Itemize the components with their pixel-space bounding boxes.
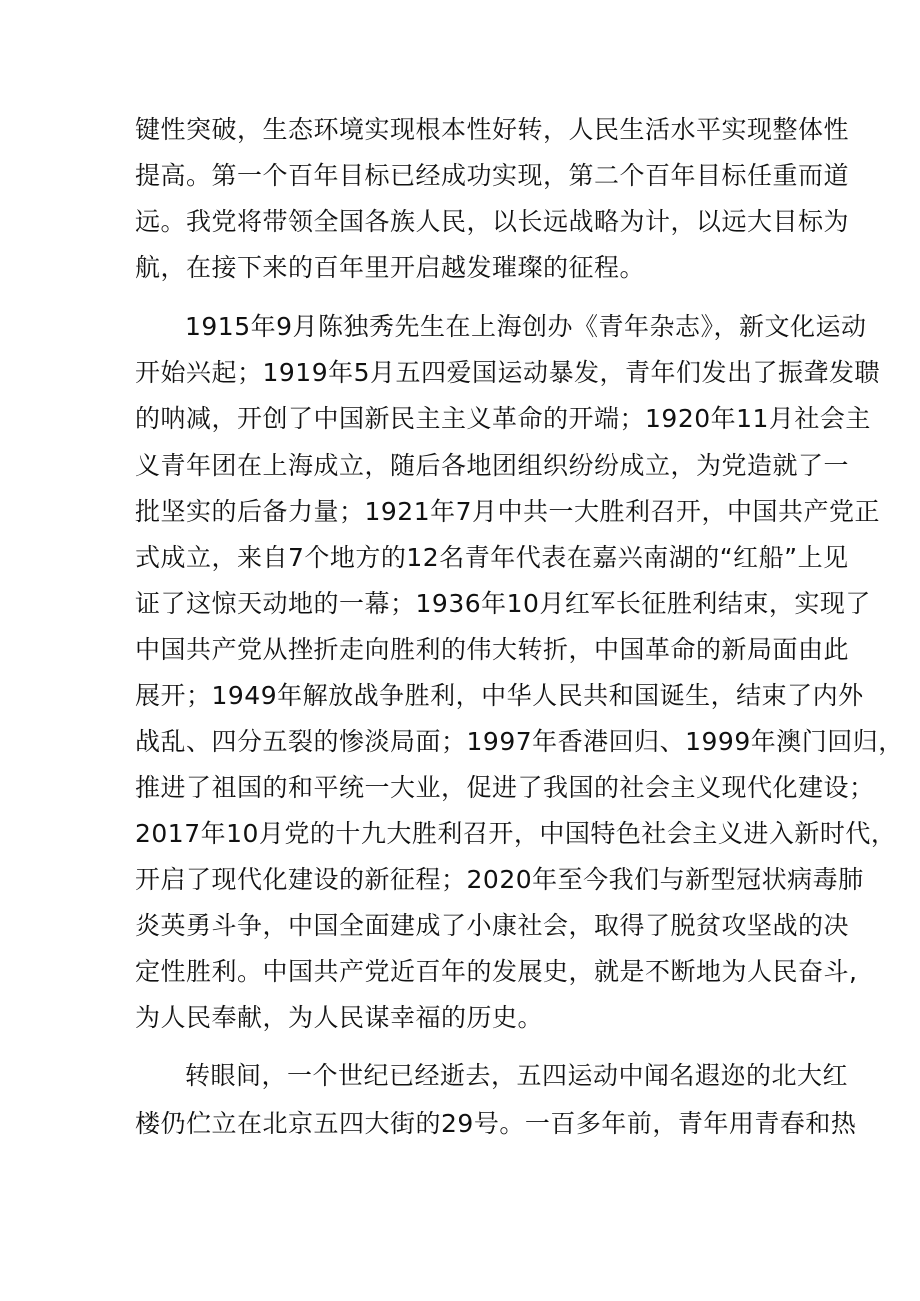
paragraph-1-line-3: 远。我党将带领全国各族人民，以长远战略为计，以远大目标为: [135, 207, 850, 236]
paragraph-1-line-1: 键性突破，生态环境实现根本性好转，人民生活水平实现整体性: [135, 115, 850, 144]
paragraph-3-line-2: 楼仍伫立在北京五四大街的29号。一百多年前，青年用青春和热: [135, 1109, 857, 1138]
paragraph-2-line-5: 批坚实的后备力量；1921年7月中共一大胜利召开，中国共产党正: [135, 497, 881, 526]
paragraph-2-line-15: 定性胜利。中国共产党近百年的发展史，就是不断地为人民奋斗,: [135, 957, 858, 986]
paragraph-2-line-6: 式成立，来自7个地方的12名青年代表在嘉兴南湖的“红船”上见: [135, 543, 849, 572]
paragraph-2-line-9: 展开；1949年解放战争胜利，中华人民共和国诞生，结束了内外: [135, 681, 864, 710]
paragraph-1-line-2: 提高。第一个百年目标已经成功实现，第二个百年目标任重而道: [135, 161, 850, 190]
paragraph-2-line-13: 开启了现代化建设的新征程；2020年至今我们与新型冠状病毒肺: [135, 865, 864, 894]
paragraph-2-line-10: 战乱、四分五裂的惨淡局面；1997年香港回归、1999年澳门回归，: [135, 727, 904, 756]
paragraph-1-line-4: 航，在接下来的百年里开启越发璀璨的征程。: [135, 253, 646, 282]
paragraph-2-line-3: 的呐减，开创了中国新民主主义革命的开端；1920年11月社会主: [135, 404, 871, 433]
paragraph-2-line-7: 证了这惊天动地的一幕；1936年10月红军长征胜利结束，实现了: [135, 589, 871, 618]
paragraph-2-line-4: 义青年团在上海成立，随后各地团组织纷纷成立，为党造就了一: [135, 451, 850, 480]
paragraph-2-line-1: 1915年9月陈独秀先生在上海创办《青年杂志》，新文化运动: [185, 312, 867, 341]
paragraph-3-line-1: 转眼间，一个世纪已经逝去，五四运动中闻名遐迩的北大红: [185, 1061, 849, 1090]
paragraph-2-line-8: 中国共产党从挫折走向胜利的伟大转折，中国革命的新局面由此: [135, 635, 850, 664]
paragraph-2-line-11: 推进了祖国的和平统一大业，促进了我国的社会主义现代化建设；: [135, 773, 875, 802]
paragraph-2-line-2: 开始兴起；1919年5月五四爱国运动暴发，青年们发出了振聋发聩: [135, 358, 881, 387]
paragraph-2-line-14: 炎英勇斗争，中国全面建成了小康社会，取得了脱贫攻坚战的决: [135, 911, 850, 940]
paragraph-2-line-12: 2017年10月党的十九大胜利召开，中国特色社会主义进入新时代，: [135, 819, 897, 848]
paragraph-2-line-16: 为人民奉献，为人民谋幸福的历史。: [135, 1003, 544, 1032]
